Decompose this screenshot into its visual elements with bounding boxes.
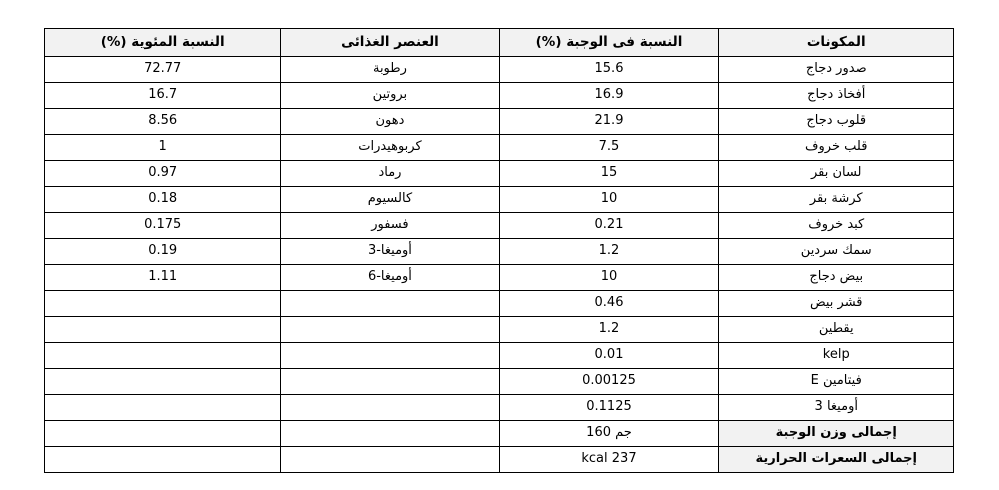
cell-meal-percent: 21.9: [499, 109, 719, 135]
cell-percent: 0.19: [45, 239, 281, 265]
cell-meal-percent: 10: [499, 265, 719, 291]
table-row: [45, 317, 954, 343]
cell-ingredient: صدور دجاج: [719, 57, 954, 83]
cell-ingredient: بيض دجاج: [719, 265, 954, 291]
table-row: [45, 187, 954, 213]
cell-nutrient-empty: [281, 395, 499, 421]
column-header-nutrient: العنصر الغذائى: [281, 29, 499, 57]
cell-percent: 1: [45, 135, 281, 161]
cell-nutrient: رطوبة: [281, 57, 499, 83]
cell-percent-empty: [45, 343, 281, 369]
cell-percent: 0.18: [45, 187, 281, 213]
cell-percent-empty: [45, 291, 281, 317]
cell-ingredient: أفخاذ دجاج: [719, 83, 954, 109]
cell-nutrient-empty: [281, 421, 499, 447]
cell-percent: 0.175: [45, 213, 281, 239]
cell-meal-percent: 16.9: [499, 83, 719, 109]
cell-meal-percent: 0.00125: [499, 369, 719, 395]
cell-meal-percent: 0.21: [499, 213, 719, 239]
table-total-row: [45, 421, 954, 447]
cell-meal-percent: 0.1125: [499, 395, 719, 421]
table-row: [45, 265, 954, 291]
cell-nutrient: دهون: [281, 109, 499, 135]
cell-nutrient-empty: [281, 447, 499, 473]
cell-ingredient: أوميغا 3: [719, 395, 954, 421]
cell-ingredient: كبد خروف: [719, 213, 954, 239]
cell-ingredient: كرشة بقر: [719, 187, 954, 213]
cell-meal-percent: 15.6: [499, 57, 719, 83]
table-row: [45, 109, 954, 135]
cell-nutrient: بروتين: [281, 83, 499, 109]
cell-nutrient: كربوهيدرات: [281, 135, 499, 161]
cell-percent-empty: [45, 421, 281, 447]
cell-percent-empty: [45, 369, 281, 395]
column-header-percent: النسبة المئوية (%): [45, 29, 281, 57]
cell-nutrient: كالسيوم: [281, 187, 499, 213]
table-row: [45, 135, 954, 161]
cell-meal-percent: 7.5: [499, 135, 719, 161]
table-row: [45, 57, 954, 83]
table-row: [45, 83, 954, 109]
cell-percent: 16.7: [45, 83, 281, 109]
table-row: [45, 291, 954, 317]
cell-nutrient: فسفور: [281, 213, 499, 239]
nutrition-table: [44, 28, 954, 473]
cell-ingredient: فيتامين E: [719, 369, 954, 395]
cell-meal-percent: 0.01: [499, 343, 719, 369]
cell-meal-percent: 10: [499, 187, 719, 213]
table-header: [45, 29, 954, 57]
cell-total-value: 237 kcal: [499, 447, 719, 473]
cell-percent: 72.77: [45, 57, 281, 83]
header-row: [45, 29, 954, 57]
table-row: [45, 395, 954, 421]
cell-total-value: جم 160: [499, 421, 719, 447]
table-row: [45, 161, 954, 187]
cell-nutrient-empty: [281, 369, 499, 395]
cell-nutrient: رماد: [281, 161, 499, 187]
table-row: [45, 343, 954, 369]
cell-meal-percent: 1.2: [499, 317, 719, 343]
table-total-row: [45, 447, 954, 473]
table-row: [45, 369, 954, 395]
cell-nutrient-empty: [281, 343, 499, 369]
cell-nutrient-empty: [281, 291, 499, 317]
cell-percent-empty: [45, 447, 281, 473]
cell-percent: 8.56: [45, 109, 281, 135]
column-header-meal-percent: النسبة فى الوجبة (%): [499, 29, 719, 57]
table-row: [45, 213, 954, 239]
cell-nutrient: أوميغا-6: [281, 265, 499, 291]
cell-percent: 0.97: [45, 161, 281, 187]
cell-meal-percent: 15: [499, 161, 719, 187]
cell-meal-percent: 0.46: [499, 291, 719, 317]
cell-meal-percent: 1.2: [499, 239, 719, 265]
cell-ingredient: قلوب دجاج: [719, 109, 954, 135]
cell-ingredient: يقطين: [719, 317, 954, 343]
column-header-ingredient: المكونات: [719, 29, 954, 57]
table-body: [45, 57, 954, 473]
cell-ingredient: kelp: [719, 343, 954, 369]
cell-total-label: إجمالى وزن الوجبة: [719, 421, 954, 447]
cell-nutrient: أوميغا-3: [281, 239, 499, 265]
cell-percent: 1.11: [45, 265, 281, 291]
table-row: [45, 239, 954, 265]
cell-ingredient: قشر بيض: [719, 291, 954, 317]
cell-ingredient: سمك سردين: [719, 239, 954, 265]
cell-ingredient: قلب خروف: [719, 135, 954, 161]
cell-nutrient-empty: [281, 317, 499, 343]
cell-percent-empty: [45, 317, 281, 343]
cell-total-label: إجمالى السعرات الحرارية: [719, 447, 954, 473]
cell-ingredient: لسان بقر: [719, 161, 954, 187]
cell-percent-empty: [45, 395, 281, 421]
